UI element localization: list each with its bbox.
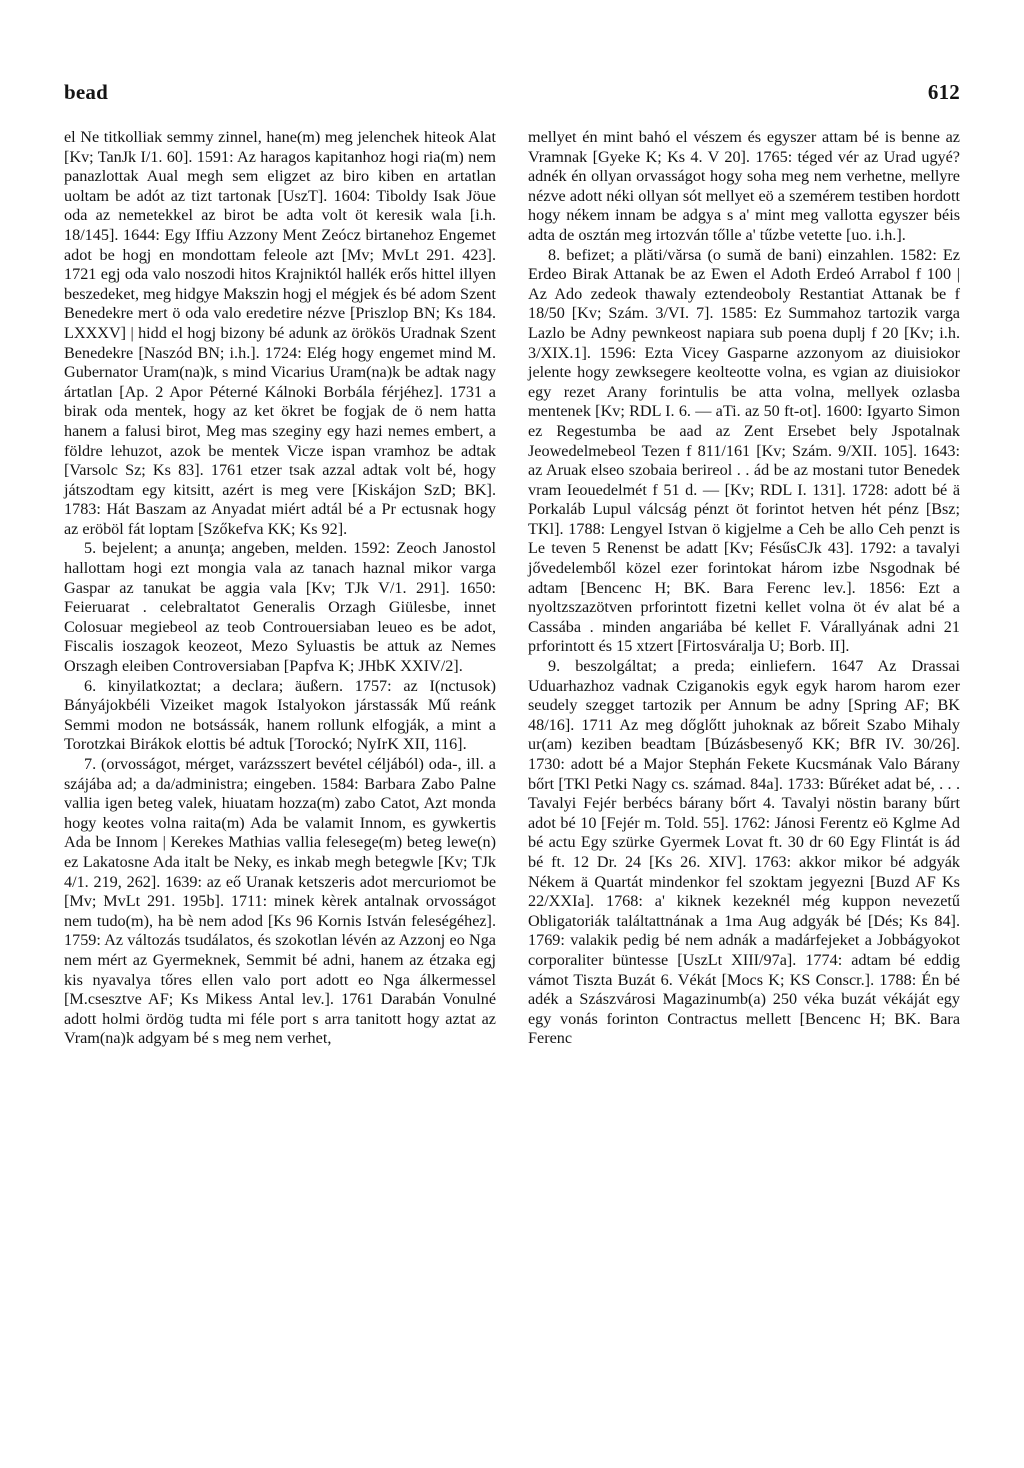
entry-paragraph: 7. (orvosságot, mérget, varázsszert bevétel céljából) oda-, ill. a szájába ad; a da/administra; eingeben. 1584: Barbara Zabo Palne vallia igen beteg valek, hiuatam hozza(m) zabo Catot, Azt monda hogy keotes volna raita(m) Ada be valamit Innom, es gywkertis Ada be Innom | Kerekes Mathias vallia felesege(m) beteg lewe(n) ez Lakatosne Ada italt be Neky, es inkab megh betegwle [Kv; TJk 4/1. 219, 262]. 1639: az eő Uranak ketszeris adot mercuriomot be [Mv; MvLt 291. 195b]. 1711: minek kèrek antalnak orvosságot nem tudo(m), ha bè nem adod [Ks 96 Kornis István feleségéhez]. 1759: Az változás tsudálatos, és szokotlan lévén az Azzonj eo Nga nem mért az Gyermeknek, Semmit bé adni, hanem az étzaka egj kis nyavalya tőres ellen valo port adott eo Nga álkermessel [M.csesztve AF; Ks Mikess Antal lev.]. 1761 Darabán Vonulné adott holmi ördög tudta mi féle port s arra tanitott hogy aztat az Vram(na)k adgyam bé s meg nem verhet, <box>64 755 496 1048</box>
entry-paragraph: 6. kinyilatkoztat; a declara; äußern. 1757: az I(nctusok) Bányájokbéli Vizeiket magok Istalyokon járstassák Mű reánk Semmi modon ne botsássák, hanem rollunk elfogják, a mint a Torotzkai Birákok elottis bé adtuk [Torockó; NyIrK XII, 116]. <box>64 676 496 754</box>
entry-paragraph: 8. befizet; a plăti/vărsa (o sumă de bani) einzahlen. 1582: Ez Erdeo Birak Attanak be az Ewen el Adoth Erdeó Arrabol f 100 | Az Ado zedeok thawaly eztendeoboly Restantiat Attanak be f 18/50 [Kv; Szám. 3/VI. 7]. 1585: Ez Summahoz tartozik varga Lazlo be Adny pewnkeost napiara sub poena duplj f 20 [Kv; i.h. 3/XIX.1]. 1596: Ezta Vicey Gasparne azzonyom az diuisiokor jelente hogy zewksegere keolteotte volna, es vgian az diuisiokor egy rezet Arany forintulis be atta volna, mellyek ozlasba mentenek [Kv; RDL I. 6. — aTi. az 50 ft-ot]. 1600: Igyarto Simon ez Regestumba be aad az Zent Ersebet bely Jspotalnak Jeowedelmebeol Tezen f 811/161 [Kv; Szám. 9/XII. 105]. 1643: az Aruak elseo szobaia berireol . . ád be az mostani tutor Benedek vram Ieouedelmét f 51 d. — [Kv; RDL I. 131]. 1728: adott bé ä Porkaláb Lupul válcság pénzt öt forintot hetven hét pénz [Bsz; TKl]. 1788: Lengyel Istvan ö kigjelme a Ceh be allo Ceh penzt is Le teven 5 Renenst be adatt [Kv; FésűsCJk 43]. 1792: a tavalyi jővedelemből közel ezer forintokat három izbe Nsgodnak bé adtam [Bencenc H; BK. Bara Ferenc lev.]. 1856: Ezt a nyoltzszazötven prforintott fizetni kellet volna öt év alat bé a Cassába . minden angariába bé kellet F. Várallyának adni 21 prforintott és 15 xtzert [Firtosváralja U; Borb. II]. <box>528 245 960 656</box>
entry-paragraph: mellyet én mint bahó el vészem és egyszer attam bé is benne az Vramnak [Gyeke K; Ks 4. V 20]. 1765: téged vér az Urad ugyé? adnék én ollyan orvasságot hogy soha meg nem verhetne, mellyre nézve adott néki ollyan sót mellyet eö a szemérem testiben hordott hogy nékem innam be adgya s a' mint meg vallotta egyszer béis adta de osztán meg irtozván tőlle a' tűzbe vetette [uo. i.h.]. <box>528 128 960 244</box>
entry-paragraph: 5. bejelent; a anunţa; angeben, melden. 1592: Zeoch Janostol hallottam hogi ezt mongia vala az tanach haznal mikor varga Gaspar az tanukat be aggia vala [Kv; TJk V/1. 291]. 1650: Feieruarat . celebraltatot Generalis Orzagh Giülesbe, innet Colosuar megiebeol az teob Controuersiaban leueo es be adot, Fiscalis ioszagok keozeot, Mezo Syluastis be attuk az Nemes Orszagh eleiben Controversiaban [Papfva K; JHbK XXIV/2]. <box>64 539 496 676</box>
right-column <box>528 128 960 1049</box>
page-number: 612 <box>927 80 960 104</box>
entry-paragraph: el Ne titkolliak semmy zinnel, hane(m) meg jelenchek hiteok Alat [Kv; TanJk I/1. 60]. 1591: Az haragos kapitanhoz hogi ria(m) nem panazlottak Aual megh sem eligzet az biro kiben en artatlan uoltam be adót az tizt tartonak [UszT]. 1604: Tiboldy Isak Jöue oda az nemetekkel az birot be adta volt öt keresik wala [i.h. 18/145]. 1644: Egy Iffiu Azzony Ment Zeócz birtanehoz Engemet adot be hogj en mondottam feleole azt [Mv; MvLt 291. 423]. 1721 egj oda valo noszodi hitos Krajniktól hallék erős hittel illyen beszedeket, meg hidgye Makszin hogj el mégjek és bé adom Szent Benedekre mert ö oda valo eredetire nézve [Priszlop BN; Ks 184. LXXXV] | hidd el hogj bizony bé adunk az örökös Uradnak Szent Benedekre [Naszód BN; i.h.]. 1724: Elég hogy engemet mind M. Gubernator Uram(na)k, s mind Vicarius Uram(na)k be adtak nagy ártatlan [Ap. 2 Apor Péterné Kálnoki Borbála férjéhez]. 1731 a birak oda mentek, hogy az ket ökret be fogjak de ö nem hatta hanem a falusi birot, Meg mas szeginy egy hazi nemes embert, a földre lehuzot, azok be mentek Vicze ispan vramhoz be adtak [Varsolc Sz; Ks 83]. 1761 etzer tsak azzal adtak volt bé, hogy játszodtam egy kitsitt, azért is meg vere [Kiskájon SzD; BK]. 1783: Hát Baszam az Anyadat miért adtál bé a Pr ectusnak hogy az eröböl fát loptam [Szőkefva KK; Ks 92]. <box>64 128 496 538</box>
entry-paragraph: 9. beszolgáltat; a preda; einliefern. 1647 Az Drassai Uduarhazhoz vadnak Cziganokis egyk egyk harom harom ezer seudely szegget tartozik per Annum be adny [Spring AF; BK 48/16]. 1711 Az meg dőglőtt juhoknak az bőreit Szabo Mihaly ur(am) keziben beadtam [Búzásbesenyő KK; BfR IV. 30/26]. 1730: adott bé a Major Stephán Fekete Kucsmának Valo Bárany bőrt [TKl Petki Nagy cs. számad. 84a]. 1733: Bűréket adat bé, . . . Tavalyi Fejér berbécs bárany bőrt 4. Tavalyi nöstin barany bűrt adot bé 10 [Fejér m. Told. 55]. 1762: Jánosi Ferentz eö Kglme Ad bé actu Egy szürke Gyermek Lovat ft. 30 dr 60 Egy Flintát is ád bé ft. 12 Dr. 24 [Ks 26. XIV]. 1763: akkor mikor bé adgyák Nékem ä Quartát mindenkor fel szoktam jegyezni [Buzd AF Ks 22/XXIa]. 1768: a' kiknek kezeknél még kuppon nevezetű Obligatoriák találtattnának a 1ma Aug adgyák bé [Dés; Ks 84]. 1769: valakik pedig bé nem adnák a madárfejeket a Jobbágyokot corporaliter büntesse [UszLt XIII/97a]. 1774: adtam bé eddig vámot Tiszta Buzát 6. Vékát [Mocs K; KS Conscr.]. 1788: Én bé adék a Szászvárosi Magazinumb(a) 250 véka buzát vékáját egy egy vonás forinton Contractus mellett [Bencenc H; BK. Bara Ferenc <box>528 657 960 1048</box>
page-header <box>64 80 960 114</box>
left-column <box>64 128 496 1049</box>
running-headword: bead <box>64 80 108 104</box>
